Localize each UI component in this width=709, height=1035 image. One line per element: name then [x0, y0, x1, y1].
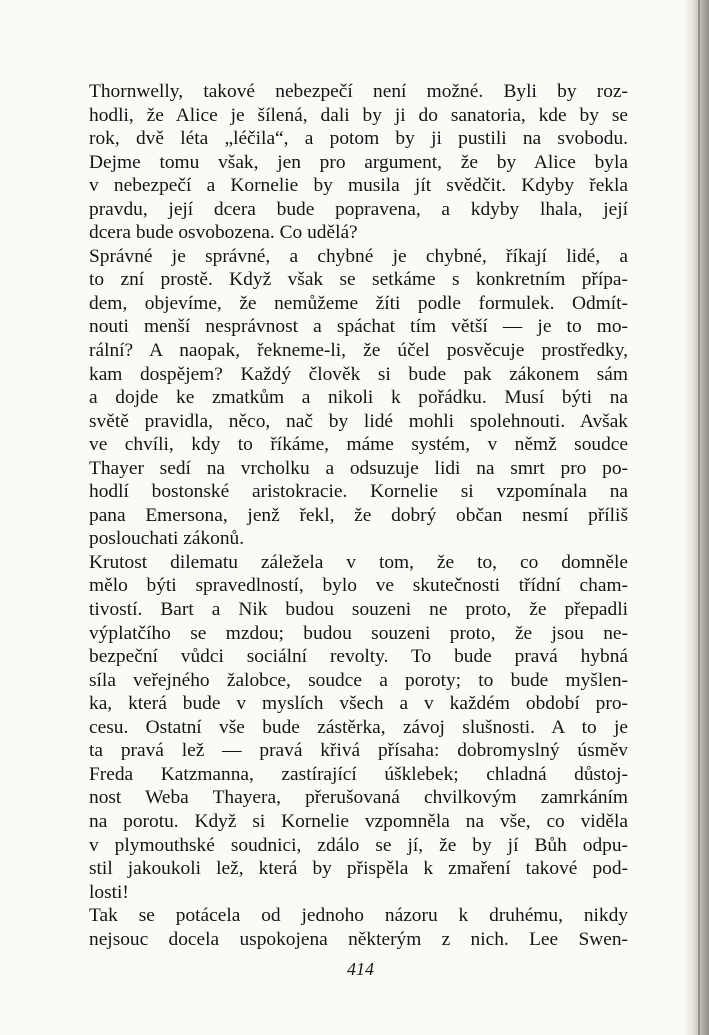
text-line: pravdu, její dcera bude popravena, a kdyby lhala, její [89, 198, 628, 220]
text-line: a dojde ke zmatkům a nikoli k pořádku. Musí býti na [89, 387, 628, 409]
page-gutter-line [698, 0, 700, 1035]
text-line: hodli, že Alice je šílená, dali by ji do sanatoria, kde by se [89, 104, 628, 126]
text-line: dcera bude osvobozena. Co udělá? [89, 222, 358, 244]
text-line: nouti menší nesprávnost a spáchat tím větší — je to mo- [89, 316, 628, 338]
paragraph-start-line: Tak se potácela od jednoho názoru k druhému, nikdy [89, 905, 628, 927]
text-line: ta pravá lež — pravá křivá přísaha: dobromyslný úsměv [89, 740, 628, 762]
text-line: rok, dvě léta „léčila“, a potom by ji pustili na svobodu. [89, 128, 628, 150]
text-line: nost Weba Thayera, přerušovaná chvilkovým zamrkáním [89, 787, 628, 809]
text-line: výplatčího se mzdou; budou souzeni proto, že jsou ne- [89, 622, 628, 644]
text-line: v plymouthské soudnici, zdálo se jí, že by jí Bůh odpu- [89, 834, 628, 856]
text-line: cesu. Ostatní vše bude zástěrka, závoj slušnosti. A to je [89, 716, 628, 738]
text-line: hodlí bostonské aristokracie. Kornelie si vzpomínala na [89, 481, 628, 503]
page-number: 414 [347, 959, 374, 979]
text-line: světě pravidla, něco, nač by lidé mohli spolehnouti. Avšak [89, 410, 628, 432]
text-line: losti! [89, 881, 129, 903]
text-line: ka, která bude v myslích všech a v každém období pro- [89, 693, 628, 715]
text-line: dem, objevíme, že nemůžeme žíti podle formulek. Odmít- [89, 292, 628, 314]
text-line: na porotu. Když si Kornelie vzpomněla na vše, co viděla [89, 810, 628, 832]
text-line: rální? A naopak, řekneme-li, že účel posvěcuje prostředky, [89, 340, 628, 362]
text-line: poslouchati zákonů. [89, 528, 245, 550]
text-line: v nebezpečí a Kornelie by musila jít svědčit. Kdyby řekla [89, 175, 628, 197]
text-line: stil jakoukoli lež, která by přispěla k zmaření takové pod- [89, 858, 628, 880]
text-line: to zní prostě. Když však se setkáme s konkretním přípa- [89, 269, 628, 291]
text-line: pana Emersona, jenž řekl, že dobrý občan nesmí příliš [89, 504, 628, 526]
text-line: ve chvíli, kdy to říkáme, máme systém, v němž soudce [89, 434, 628, 456]
text-line: Thornwelly, takové nebezpečí není možné. Byli by roz- [89, 81, 628, 102]
paragraph-start-line: Správné je správné, a chybné je chybné, říkají lidé, a [89, 245, 628, 267]
text-line: síla veřejného žalobce, soudce a poroty; to bude myšlen- [89, 669, 628, 691]
page-binding-edge [683, 0, 709, 1035]
paragraph-start-line: Krutost dilematu záležela v tom, že to, co domněle [89, 551, 628, 573]
text-line: bezpeční vůdci sociální revolty. To bude pravá hybná [89, 646, 628, 668]
text-line: tivostí. Bart a Nik budou souzeni ne proto, že přepadli [89, 599, 628, 621]
text-line: nejsouc docela uspokojena některým z nich. Lee Swen- [89, 928, 628, 950]
text-line: Thayer sedí na vrcholku a odsuzuje lidi na smrt pro po- [89, 457, 628, 479]
body-text [89, 80, 628, 951]
text-line: Freda Katzmanna, zastírající úšklebek; chladná důstoj- [89, 763, 628, 785]
text-line: Dejme tomu však, jen pro argument, že by Alice byla [89, 151, 628, 173]
text-line: kam dospějem? Každý člověk si bude pak zákonem sám [89, 363, 628, 385]
text-line: mělo býti spravedlností, bylo ve skutečnosti třídní cham- [89, 575, 628, 597]
